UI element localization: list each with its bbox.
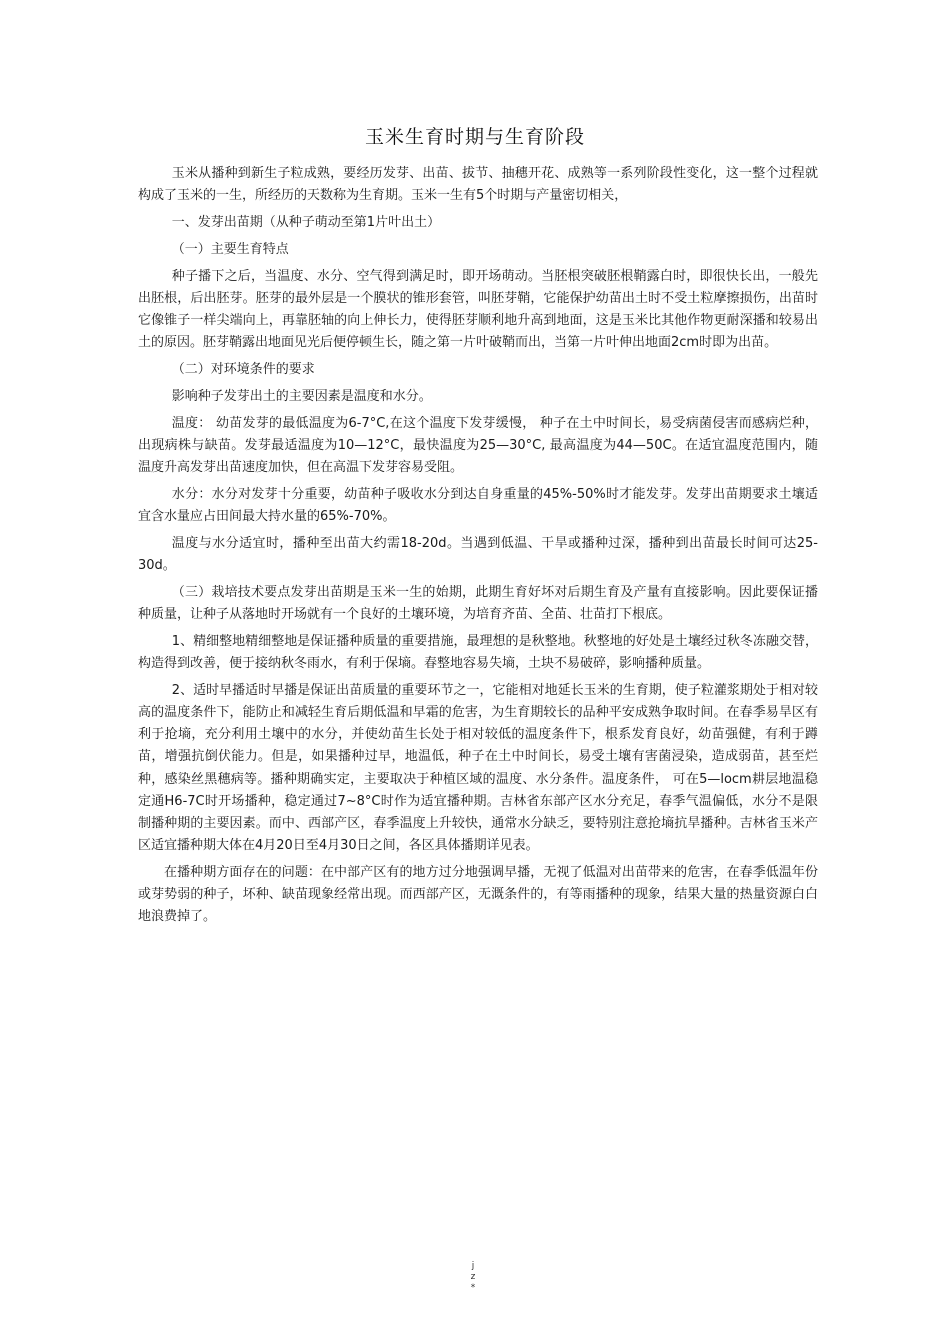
paragraph: 温度： 幼苗发芽的最低温度为6-7°C,在这个温度下发芽缓慢， 种子在土中时间长，易受病菌侵害而感病烂种，出现病株与缺苗。发芽最适温度为10—12°C，最快温度为25—30°C, 最高温度为44—50C。在适宜温度范围内，随温度升高发芽出苗速度加快，但在高温下发芽容易受阻。 — [138, 415, 818, 475]
page-footer — [463, 1261, 483, 1294]
subsection-heading: （二）对环境条件的要求 — [171, 362, 315, 377]
paragraph: 水分：水分对发芽十分重要，幼苗种子吸收水分到达自身重量的45%-50%时才能发芽。发芽出苗期要求土壤适宜含水量应占田间最大持水量的65%-70%。 — [138, 486, 818, 524]
paragraph: 影响种子发芽出土的主要因素是温度和水分。 — [171, 388, 432, 404]
page-title: 玉米生育时期与生育阶段 — [364, 126, 585, 148]
section-heading: 一、发芽出苗期（从种子萌动至第1片叶出土） — [171, 215, 441, 230]
footer-char: j — [471, 1261, 475, 1271]
subsection-heading: （一）主要生育特点 — [171, 241, 289, 257]
paragraph: （三）栽培技术要点发芽出苗期是玉米一生的始期，此期生育好坏对后期生育及产量有直接影响。因此要保证播种质量，让种子从落地时开场就有一个良好的土壤环境，为培育齐苗、全苗、壮苗打下根底。 — [138, 584, 818, 622]
paragraph: 种子播下之后，当温度、水分、空气得到满足时，即开场萌动。当胚根突破胚根鞘露白时，即很快长出，一般先出胚根，后出胚芽。胚芽的最外层是一个膜状的锥形套管，叫胚芽鞘，它能保护幼苗出土时不受土粒摩擦损伤，出苗时它像锥子一样尖端向上，再靠胚轴的向上伸长力，使得胚芽顺利地升高到地面，这是玉米比其他作物更耐深播和较易出土的原因。胚芽鞘露出地面见光后便停顿生长，随之第一片叶破鞘而出，当第一片叶伸出地面2cm时即为出苗。 — [138, 268, 818, 351]
paragraph: 在播种期方面存在的问题：在中部产区有的地方过分地强调早播，无视了低温对出苗带来的危害，在春季低温年份或芽势弱的种子，坏种、缺苗现象经常出现。而西部产区，无溉条件的，有等雨播种的现象，结果大量的热量资源白白地浪费掉了。 — [138, 865, 818, 925]
paragraph: 1、精细整地精细整地是保证播种质量的重要措施，最理想的是秋整地。秋整地的好处是土壤经过秋冬冻融交替，构造得到改善，便于接纳秋冬雨水，有利于保墒。春整地容易失墒，土块不易破碎，影响播种质量。 — [138, 633, 818, 671]
paragraph-intro: 玉米从播种到新生子粒成熟，要经历发芽、出苗、拔节、抽穗开花、成熟等一系列阶段性变化，这一整个过程就构成了玉米的一生，所经历的天数称为生育期。玉米一生有5个时期与产量密切相关， — [138, 166, 818, 204]
paragraph: 2、适时早播适时早播是保证出苗质量的重要环节之一，它能相对地延长玉米的生育期，使子粒灌浆期处于相对较高的温度条件下，能防止和减轻生育后期低温和早霜的危害，为生育期较长的品种平安成熟争取时间。在春季易旱区有利于抢墒，充分利用土壤中的水分，并使幼苗生长处于相对较低的温度条件下，根系发育良好，幼苗强健，有利于蹲苗，增强抗倒伏能力。但是，如果播种过早，地温低，种子在土中时间长，易受土壤有害菌浸染，造成弱苗，甚至烂种，感染丝黑穗病等。播种期确实定，主要取决于种植区域的温度、水分条件。温度条件， 可在5—locm耕层地温稳定通H6-7C时开场播种，稳定通过7~8°C时作为适宜播种期。吉林省东部产区水分充足，春季气温偏低，水分不是限制播种期的主要因素。而中、西部产区，春季温度上升较快，通常水分缺乏，要特别注意抢墒抗旱播种。吉林省玉米产区适宜播种期大体在4月20日至4月30日之间，各区具体播期详见表。 — [138, 682, 818, 854]
paragraph: 温度与水分适宜时，播种至出苗大约需18-20d。当遇到低温、干旱或播种过深，播种到出苗最长时间可达25-30d。 — [138, 535, 818, 573]
footer-char: * — [470, 1283, 476, 1293]
document-body — [138, 163, 818, 933]
footer-char: z — [470, 1272, 476, 1282]
